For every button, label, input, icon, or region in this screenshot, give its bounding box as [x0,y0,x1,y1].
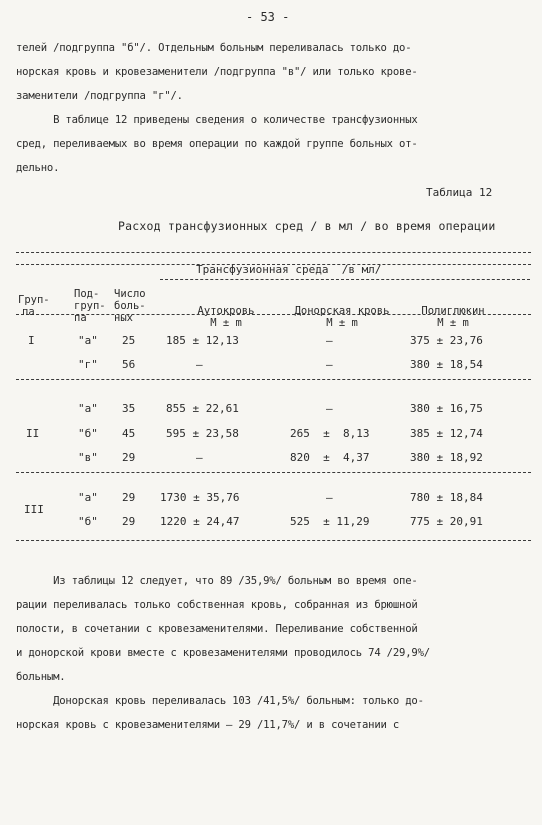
table-cell-subgroup: "а" [78,402,98,415]
header-patient-count: Число боль- ных [114,288,146,324]
text-line: В таблице 12 приведены сведения о количестве трансфузионных [16,114,418,126]
header-autoblood: Аутокровь М ± m [197,305,255,329]
table-rule-group-2 [16,472,531,473]
table-cell-polyglukin: 380 ± 18,92 [410,451,483,464]
table-cell-autoblood: 595 ± 23,58 [166,427,239,440]
table-cell-polyglukin: 775 ± 20,91 [410,515,483,528]
table-cell-autoblood: 1220 ± 24,47 [160,515,240,528]
table-cell-count: 29 [122,515,136,528]
table-cell-polyglukin: 375 ± 23,76 [410,334,483,347]
table-rule-bottom [16,540,531,541]
table-cell-subgroup: "а" [78,334,98,347]
table-caption: Расход трансфузионных сред / в мл / во время операции [118,219,496,233]
table-rule-group-1 [16,379,531,380]
table-cell-autoblood: 855 ± 22,61 [166,402,239,415]
page-number: - 53 - [246,10,290,24]
table-cell-donor: 820 ± 4,37 [290,451,370,464]
text-line: Донорская кровь переливалась 103 /41,5%/ больным: только до- [16,695,424,707]
table-cell-count: 56 [122,358,136,371]
header-donor-blood: Донорская кровь М ± m [294,305,390,329]
table-cell-subgroup: "в" [78,451,98,464]
table-cell-donor: – [326,334,333,347]
text-line: норская кровь и кровезаменители /подгруппа "в"/ или только крове- [16,66,418,78]
text-line: заменители /подгруппа "г"/. [16,90,183,102]
table-cell-donor: – [326,402,333,415]
table-cell-polyglukin: 380 ± 18,54 [410,358,483,371]
text-line: и донорской крови вместе с кровезаменителями проводилось 74 /29,9%/ [16,647,430,659]
text-line: телей /подгруппа "б"/. Отдельным больным переливалась только до- [16,42,412,54]
table-cell-count: 25 [122,334,136,347]
table-cell-autoblood: 1730 ± 35,76 [160,491,240,504]
table-cell-polyglukin: 780 ± 18,84 [410,491,483,504]
text-line: полости, в сочетании с кровезаменителями. Переливание собственной [16,623,418,635]
table-cell-count: 35 [122,402,136,415]
table-cell-subgroup: "а" [78,491,98,504]
text-line: дельно. [16,162,60,174]
table-cell-count: 45 [122,427,136,440]
table-cell-donor: 525 ± 11,29 [290,515,370,528]
header-subgroup: Под- груп- па [74,288,106,324]
group-label: III [24,503,44,516]
table-cell-subgroup: "б" [78,515,98,528]
text-line: больным. [16,671,66,683]
table-rule-top [16,252,531,253]
table-cell-polyglukin: 380 ± 16,75 [410,402,483,415]
text-line: норская кровь с кровезаменителями – 29 /11,7%/ и в сочетании с [16,719,400,731]
table-cell-autoblood: 185 ± 12,13 [166,334,239,347]
text-line: рации переливалась только собственная кровь, собранная из брюшной [16,599,418,611]
group-label: II [26,427,40,440]
table-cell-polyglukin: 385 ± 12,74 [410,427,483,440]
table-cell-autoblood: – [196,358,203,371]
header-polyglukin: Полиглюкин М ± m [421,305,485,329]
table-cell-count: 29 [122,451,136,464]
table-cell-donor: – [326,358,333,371]
table-rule-span [160,279,530,280]
table-label: Таблица 12 [426,186,493,199]
table-cell-donor: 265 ± 8,13 [290,427,370,440]
header-group: Груп- па [18,294,50,318]
header-transfusion-span: Трансфузионная среда /в мл/ [196,263,382,276]
table-cell-subgroup: "б" [78,427,98,440]
table-cell-subgroup: "г" [78,358,98,371]
text-line: сред, переливаемых во время операции по каждой группе больных от- [16,138,418,150]
group-label: I [28,334,35,347]
table-cell-autoblood: – [196,451,203,464]
text-line: Из таблицы 12 следует, что 89 /35,9%/ больным во время опе- [16,575,418,587]
table-cell-count: 29 [122,491,136,504]
table-cell-donor: – [326,491,333,504]
